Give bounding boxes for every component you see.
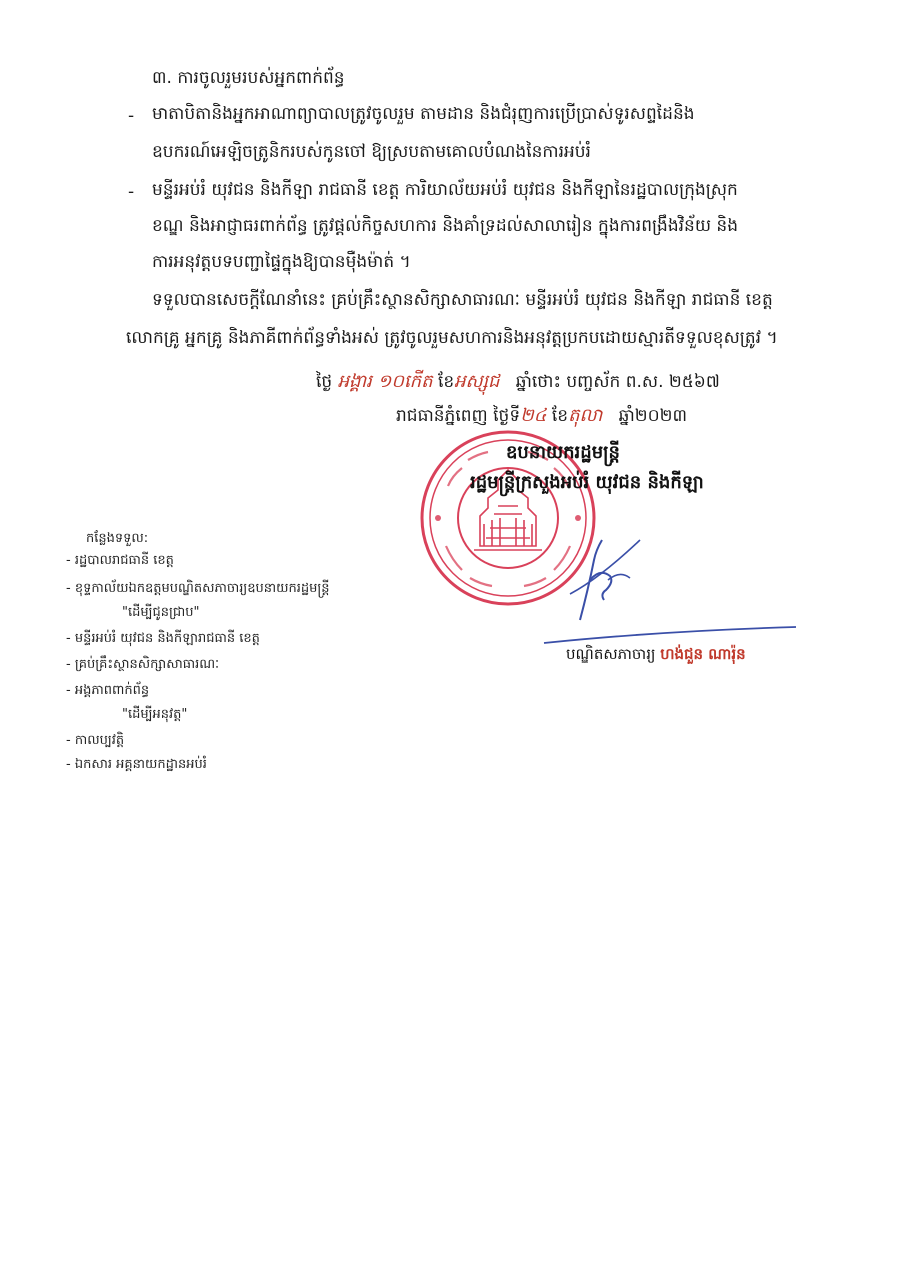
lunar-month-handwritten: អស្សុជ: [454, 371, 500, 392]
year: ឆ្នាំ២០២៣: [618, 406, 688, 426]
closing-line-1: ទទួលបានសេចក្តីណែនាំនេះ គ្រប់គ្រឹះស្ថានសិក្សាសាធារណៈ មន្ទីរអប់រំ យុវជន និងកីឡា រាជធានី ខេត្ត: [152, 290, 773, 310]
recipient-item: - កាលប្បវត្តិ: [66, 733, 125, 748]
lunar-day-handwritten: អង្គារ ១០កើត: [337, 371, 433, 392]
day-handwritten: ២៤: [520, 405, 547, 426]
recipients-heading: កន្លែងទទួល:: [86, 531, 149, 546]
place-day-prefix: រាជធានីភ្នំពេញ ថ្ងៃទី: [396, 406, 521, 426]
lunar-month-label: ខែ: [437, 372, 455, 392]
gregorian-date: [396, 404, 687, 428]
section-heading: ៣. ការចូលរួមរបស់អ្នកពាក់ព័ន្ធ: [152, 68, 345, 88]
lunar-year: ឆ្នាំថោះ បញ្ចស័ក ព.ស. ២៥៦៧: [515, 372, 720, 392]
bullet-2-line-3: ការអនុវត្តបទបញ្ជាផ្ទៃក្នុងឱ្យបានម៉ឺងម៉ាត់ ។: [152, 252, 411, 272]
lunar-date: [316, 370, 720, 394]
month-prefix: ខែ: [551, 406, 569, 426]
bullet-mark: -: [128, 106, 135, 126]
bullet-2-line-2: ខណ្ឌ និងអាជ្ញាធរពាក់ព័ន្ធ ត្រូវផ្តល់កិច្ចសហការ និងគាំទ្រដល់សាលារៀន ក្នុងការពង្រឹងវិន័យ និង: [152, 216, 738, 236]
closing-line-2: លោកគ្រូ អ្នកគ្រូ និងភាគីពាក់ព័ន្ធទាំងអស់ ត្រូវចូលរួមសហការនិងអនុវត្តប្រកបដោយស្មារតីទទួលខុសត្រូវ ។: [126, 328, 778, 348]
signature-name-prefix: បណ្ឌិតសភាចារ្យ: [566, 645, 656, 663]
bullet-1-line-1: មាតាបិតានិងអ្នកអាណាព្យាបាលត្រូវចូលរួម តាមដាន និងជំរុញការប្រើប្រាស់ទូរសព្ទដៃនិង: [152, 104, 695, 124]
recipient-item: - ខុទ្ទកាល័យឯកឧត្តមបណ្ឌិតសភាចារ្យឧបនាយករដ្ឋមន្ត្រី: [66, 581, 330, 596]
signature-name: [566, 645, 746, 667]
recipient-item: - មន្ទីរអប់រំ យុវជន និងកីឡារាជធានី ខេត្ត: [66, 631, 260, 646]
month-handwritten: តុលា: [568, 405, 603, 426]
signature-title-1: ឧបនាយករដ្ឋមន្ត្រី: [506, 442, 620, 463]
recipient-note: "ដើម្បីជូនជ្រាប": [122, 605, 200, 620]
signature-title-2: រដ្ឋមន្ត្រីក្រសួងអប់រំ យុវជន និងកីឡា: [470, 472, 704, 493]
bullet-1-line-2: ឧបករណ៍អេឡិចត្រូនិករបស់កូនចៅ ឱ្យស្របតាមគោលបំណងនៃការអប់រំ: [152, 142, 591, 162]
lunar-prefix: ថ្ងៃ: [316, 372, 333, 392]
recipient-item: - គ្រប់គ្រឹះស្ថានសិក្សាសាធារណៈ: [66, 657, 220, 672]
bullet-mark: -: [128, 182, 135, 202]
bullet-2-line-1: មន្ទីរអប់រំ យុវជន និងកីឡា រាជធានី ខេត្ត ការិយាល័យអប់រំ យុវជន និងកីឡានៃរដ្ឋបាលក្រុងស្រុក: [152, 180, 738, 200]
recipient-item: - អង្គភាពពាក់ព័ន្ធ: [66, 683, 150, 698]
handwritten-signature-icon: [530, 520, 650, 630]
recipient-note: "ដើម្បីអនុវត្ត": [122, 707, 188, 722]
signature-name-text: ហង់ជួន ណារ៉ុន: [660, 645, 746, 663]
recipient-item: - ឯកសារ អគ្គនាយកដ្ឋានអប់រំ: [66, 757, 207, 772]
recipient-item: - រដ្ឋបាលរាជធានី ខេត្ត: [66, 553, 174, 568]
